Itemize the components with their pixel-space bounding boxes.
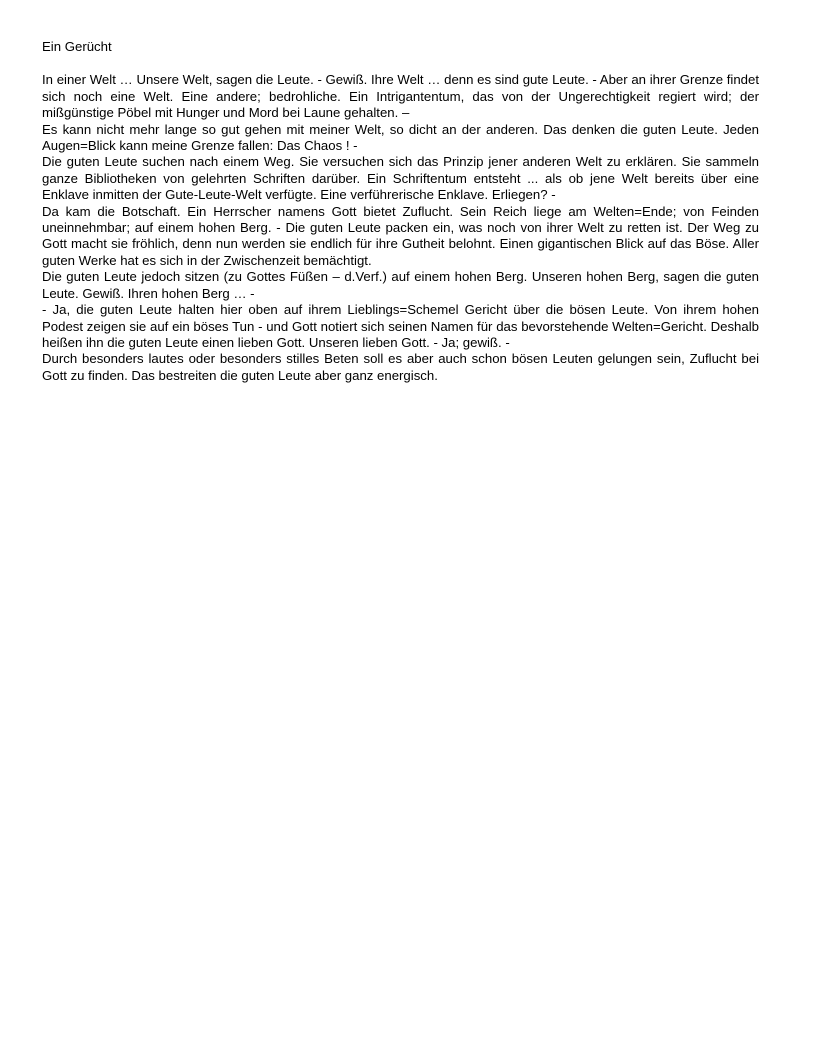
paragraph-7: Durch besonders lautes oder besonders stilles Beten soll es aber auch schon bösen Leuten gelungen sein, Zuflucht bei Gott zu finden. Das bestreiten die guten Leute aber ganz energisch. [42, 351, 759, 383]
paragraph-5: Die guten Leute jedoch sitzen (zu Gottes Füßen – d.Verf.) auf einem hohen Berg. Unseren hohen Berg, sagen die guten Leute. Gewiß. Ihren hohen Berg … - [42, 269, 759, 301]
document-title: Ein Gerücht [42, 39, 112, 54]
paragraph-2: Es kann nicht mehr lange so gut gehen mit meiner Welt, so dicht an der anderen. Das denken die guten Leute. Jeden Augen=Blick kann meine Grenze fallen: Das Chaos ! - [42, 121, 759, 154]
paragraph-6: - Ja, die guten Leute halten hier oben auf ihrem Lieblings=Schemel Gericht über die bösen Leute. Von ihrem hohen Podest zeigen sie auf ein böses Tun - und Gott notiert sich seinen Namen für das bevorstehende Welten=Gericht. Deshalb heißen ihn die guten Leute einen lieben Gott. Unseren lieben Gott. - Ja; gewiß. - [42, 302, 759, 350]
paragraph-4: Da kam die Botschaft. Ein Herrscher namens Gott bietet Zuflucht. Sein Reich liege am Welten=Ende; von Feinden uneinnehmbar; auf einem hohen Berg. - Die guten Leute packen ein, was noch von ihrer Welt zu retten ist. Der Weg zu Gott macht sie fröhlich, denn nun werden sie endlich für ihre Gutheit belohnt. Einen gigantischen Blick auf das Böse. Aller guten Werke hat es sich in der Zwischenzeit bemächtigt. [42, 203, 759, 268]
paragraph-3: Die guten Leute suchen nach einem Weg. Sie versuchen sich das Prinzip jener anderen Welt zu erklären. Sie sammeln ganze Bibliotheken von gelehrten Schriften darüber. Ein Schriftentum entsteht ... als ob jene Welt bereits über eine Enklave inmitten der Gute-Leute-Welt verfügte. Eine verführerische Enklave. Erliegen? - [42, 154, 759, 203]
document-page [42, 39, 759, 384]
paragraph-1: In einer Welt … Unsere Welt, sagen die Leute. - Gewiß. Ihre Welt … denn es sind gute Leute. - Aber an ihrer Grenze findet sich noch eine Welt. Eine andere; bedrohliche. Ein Intrigantentum, das von der Ungerechtigkeit regiert wird; der mißgünstige Pöbel mit Hunger und Mord bei Laune gehalten. – [42, 72, 759, 121]
